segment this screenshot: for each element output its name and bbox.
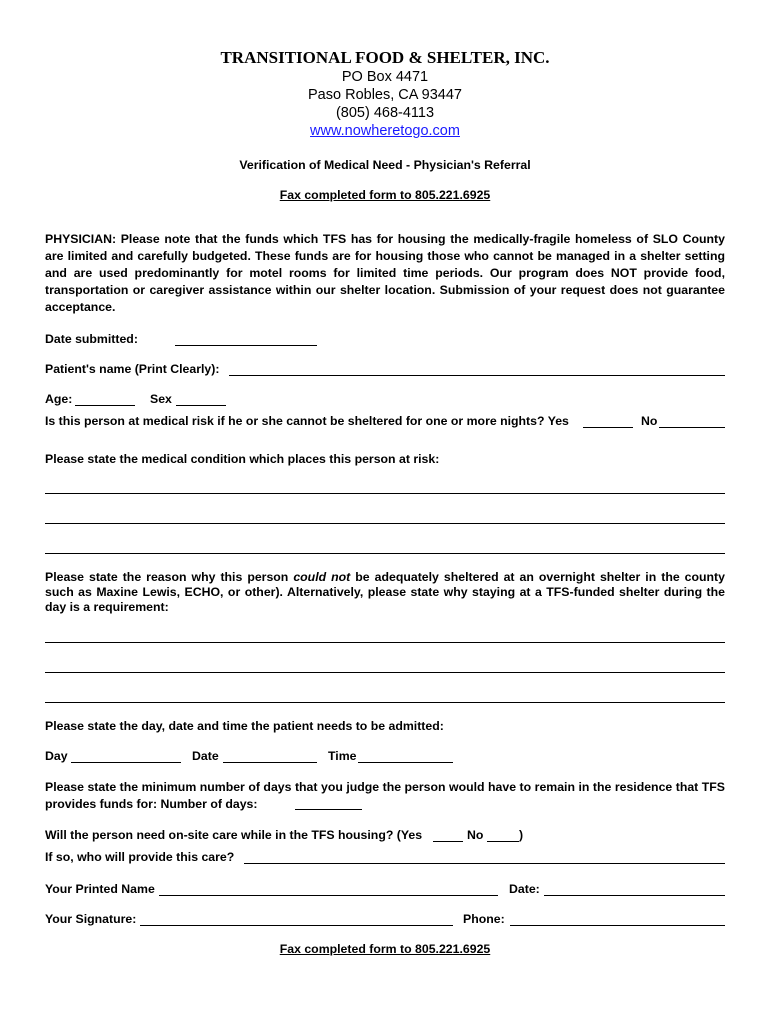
medical-risk-no-field[interactable] bbox=[659, 427, 725, 428]
condition-line-3[interactable] bbox=[45, 553, 725, 554]
patient-name-label: Patient's name (Print Clearly): bbox=[45, 362, 220, 376]
signature-label: Your Signature: bbox=[45, 912, 137, 926]
reason-line-2[interactable] bbox=[45, 672, 725, 673]
printed-name-label: Your Printed Name bbox=[45, 882, 155, 896]
age-field[interactable] bbox=[75, 405, 135, 406]
time-field[interactable] bbox=[358, 762, 453, 763]
po-box: PO Box 4471 bbox=[341, 69, 429, 85]
intro-paragraph: PHYSICIAN: Please note that the funds which TFS has for housing the medically-fragile homeless of SLO County are limited and carefully budgeted. These funds are for housing those who cannot be managed in a shelter setting and are used predominantly for motel rooms for limited time periods. Our program does NOT provide food, transportation or caregiver assistance within our shelter location. Submission of your request does not guarantee acceptance. bbox=[45, 232, 725, 314]
condition-line-1[interactable] bbox=[45, 493, 725, 494]
date-submitted-field[interactable] bbox=[175, 345, 317, 346]
reason-question-part1: Please state the reason why this person bbox=[45, 570, 294, 584]
fax-instruction-top: Fax completed form to 805.221.6925 bbox=[279, 188, 491, 202]
patient-name-field[interactable] bbox=[229, 375, 725, 376]
onsite-yes-field[interactable] bbox=[433, 841, 463, 842]
reason-question-part2: be adequately sheltered at an overnight shelter in the county such as Maxine Lewis, ECHO, or other). Alternatively, please state why staying at a TFS-funded shelter during the day is a requirement: bbox=[45, 570, 725, 614]
patient-name-row bbox=[45, 362, 219, 376]
condition-question: Please state the medical condition which places this person at risk: bbox=[45, 452, 440, 466]
who-provides-field[interactable] bbox=[244, 863, 725, 864]
admit-date-field[interactable] bbox=[223, 762, 317, 763]
age-label: Age: bbox=[45, 392, 73, 406]
phone-field[interactable] bbox=[510, 925, 725, 926]
min-days-question: Please state the minimum number of days that you judge the person would have to remain in the residence that TFS provides funds for: Number of days: bbox=[45, 780, 725, 811]
sex-field[interactable] bbox=[176, 405, 226, 406]
date-submitted-label: Date submitted: bbox=[45, 332, 138, 346]
reason-question-emphasis: could not bbox=[293, 570, 351, 584]
fax-instruction-bottom: Fax completed form to 805.221.6925 bbox=[279, 942, 491, 956]
reason-line-3[interactable] bbox=[45, 702, 725, 703]
form-title: Verification of Medical Need - Physician's Referral bbox=[239, 158, 531, 172]
printed-name-field[interactable] bbox=[159, 895, 498, 896]
admit-question: Please state the day, date and time the patient needs to be admitted: bbox=[45, 719, 444, 733]
org-name: TRANSITIONAL FOOD & SHELTER, INC. bbox=[220, 48, 550, 67]
medical-risk-yes-field[interactable] bbox=[583, 427, 633, 428]
reason-line-1[interactable] bbox=[45, 642, 725, 643]
sex-label: Sex bbox=[150, 392, 172, 406]
day-label: Day bbox=[45, 749, 68, 763]
onsite-care-question: Will the person need on-site care while in the TFS housing? (Yes bbox=[45, 828, 423, 842]
signature-field[interactable] bbox=[140, 925, 453, 926]
condition-line-2[interactable] bbox=[45, 523, 725, 524]
signature-date-label: Date: bbox=[509, 882, 540, 896]
city-state-zip: Paso Robles, CA 93447 bbox=[308, 87, 462, 103]
medical-risk-no-label: No bbox=[641, 414, 658, 428]
min-days-field[interactable] bbox=[295, 809, 362, 810]
day-field[interactable] bbox=[71, 762, 181, 763]
date-submitted-row bbox=[45, 332, 138, 346]
time-label: Time bbox=[328, 749, 357, 763]
medical-risk-question: Is this person at medical risk if he or she cannot be sheltered for one or more nights? Yes bbox=[45, 414, 569, 428]
onsite-no-label: No bbox=[467, 828, 484, 842]
reason-question bbox=[45, 570, 725, 615]
phone-label: Phone: bbox=[463, 912, 505, 926]
onsite-close-paren: ) bbox=[519, 828, 524, 842]
onsite-no-field[interactable] bbox=[487, 841, 519, 842]
website-link[interactable]: www.nowheretogo.com bbox=[310, 123, 460, 139]
org-phone: (805) 468-4113 bbox=[335, 105, 435, 121]
signature-date-field[interactable] bbox=[544, 895, 725, 896]
who-provides-label: If so, who will provide this care? bbox=[45, 850, 235, 864]
date-label-admit: Date bbox=[192, 749, 219, 763]
